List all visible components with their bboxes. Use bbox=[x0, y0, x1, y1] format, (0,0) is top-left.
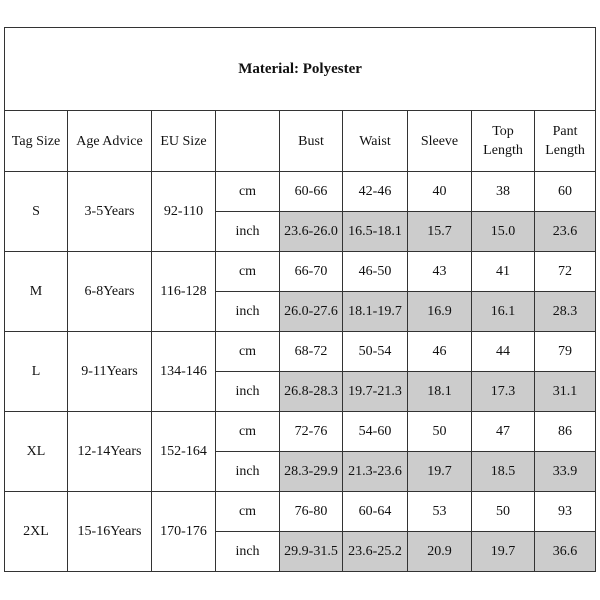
size-chart-table bbox=[4, 27, 596, 572]
waist-cm-cell: 42-46 bbox=[343, 172, 408, 212]
unit-cm-cell: cm bbox=[216, 332, 280, 372]
unit-inch-cell: inch bbox=[216, 532, 280, 572]
pant-inch-cell: 31.1 bbox=[535, 372, 596, 412]
sleeve-inch-cell: 18.1 bbox=[408, 372, 472, 412]
tag-size-cell: L bbox=[5, 332, 68, 412]
header-bust: Bust bbox=[280, 111, 343, 172]
sleeve-cm-cell: 43 bbox=[408, 252, 472, 292]
header-row bbox=[5, 111, 596, 172]
waist-cm-cell: 60-64 bbox=[343, 492, 408, 532]
sleeve-inch-cell: 20.9 bbox=[408, 532, 472, 572]
unit-cm-cell: cm bbox=[216, 412, 280, 452]
unit-inch-cell: inch bbox=[216, 212, 280, 252]
size-row-cm bbox=[5, 332, 596, 372]
pant-cm-cell: 79 bbox=[535, 332, 596, 372]
eu-size-cell: 152-164 bbox=[152, 412, 216, 492]
sleeve-cm-cell: 53 bbox=[408, 492, 472, 532]
header-pant-length bbox=[535, 111, 596, 172]
unit-cm-cell: cm bbox=[216, 252, 280, 292]
unit-cm-cell: cm bbox=[216, 492, 280, 532]
sleeve-cm-cell: 50 bbox=[408, 412, 472, 452]
size-row-cm bbox=[5, 172, 596, 212]
age-advice-cell: 12-14Years bbox=[68, 412, 152, 492]
sleeve-cm-cell: 40 bbox=[408, 172, 472, 212]
top-inch-cell: 16.1 bbox=[472, 292, 535, 332]
waist-inch-cell: 16.5-18.1 bbox=[343, 212, 408, 252]
header-age-advice: Age Advice bbox=[68, 111, 152, 172]
unit-inch-cell: inch bbox=[216, 292, 280, 332]
bust-inch-cell: 26.8-28.3 bbox=[280, 372, 343, 412]
title-row bbox=[5, 28, 596, 111]
pant-inch-cell: 23.6 bbox=[535, 212, 596, 252]
header-waist: Waist bbox=[343, 111, 408, 172]
pant-cm-cell: 93 bbox=[535, 492, 596, 532]
header-tag-size: Tag Size bbox=[5, 111, 68, 172]
sleeve-inch-cell: 16.9 bbox=[408, 292, 472, 332]
sleeve-cm-cell: 46 bbox=[408, 332, 472, 372]
header-pant-length-line2: Length bbox=[545, 143, 585, 158]
bust-inch-cell: 29.9-31.5 bbox=[280, 532, 343, 572]
waist-cm-cell: 54-60 bbox=[343, 412, 408, 452]
header-top-length-line2: Length bbox=[483, 143, 523, 158]
waist-cm-cell: 46-50 bbox=[343, 252, 408, 292]
unit-inch-cell: inch bbox=[216, 452, 280, 492]
top-inch-cell: 17.3 bbox=[472, 372, 535, 412]
bust-inch-cell: 26.0-27.6 bbox=[280, 292, 343, 332]
tag-size-cell: XL bbox=[5, 412, 68, 492]
size-row-cm bbox=[5, 252, 596, 292]
sleeve-inch-cell: 15.7 bbox=[408, 212, 472, 252]
bust-cm-cell: 76-80 bbox=[280, 492, 343, 532]
pant-cm-cell: 60 bbox=[535, 172, 596, 212]
waist-inch-cell: 18.1-19.7 bbox=[343, 292, 408, 332]
waist-inch-cell: 21.3-23.6 bbox=[343, 452, 408, 492]
unit-inch-cell: inch bbox=[216, 372, 280, 412]
pant-inch-cell: 33.9 bbox=[535, 452, 596, 492]
bust-cm-cell: 68-72 bbox=[280, 332, 343, 372]
age-advice-cell: 6-8Years bbox=[68, 252, 152, 332]
pant-cm-cell: 72 bbox=[535, 252, 596, 292]
waist-cm-cell: 50-54 bbox=[343, 332, 408, 372]
age-advice-cell: 9-11Years bbox=[68, 332, 152, 412]
header-pant-length-line1: Pant bbox=[552, 124, 578, 139]
size-row-cm bbox=[5, 492, 596, 532]
top-cm-cell: 50 bbox=[472, 492, 535, 532]
size-row-cm bbox=[5, 412, 596, 452]
age-advice-cell: 15-16Years bbox=[68, 492, 152, 572]
sleeve-inch-cell: 19.7 bbox=[408, 452, 472, 492]
top-cm-cell: 41 bbox=[472, 252, 535, 292]
bust-cm-cell: 66-70 bbox=[280, 252, 343, 292]
pant-inch-cell: 36.6 bbox=[535, 532, 596, 572]
tag-size-cell: S bbox=[5, 172, 68, 252]
header-eu-size: EU Size bbox=[152, 111, 216, 172]
top-inch-cell: 18.5 bbox=[472, 452, 535, 492]
waist-inch-cell: 23.6-25.2 bbox=[343, 532, 408, 572]
header-unit bbox=[216, 111, 280, 172]
top-cm-cell: 44 bbox=[472, 332, 535, 372]
unit-cm-cell: cm bbox=[216, 172, 280, 212]
top-cm-cell: 38 bbox=[472, 172, 535, 212]
tag-size-cell: M bbox=[5, 252, 68, 332]
tag-size-cell: 2XL bbox=[5, 492, 68, 572]
top-inch-cell: 19.7 bbox=[472, 532, 535, 572]
header-top-length bbox=[472, 111, 535, 172]
material-title: Material: Polyester bbox=[5, 28, 596, 111]
header-sleeve: Sleeve bbox=[408, 111, 472, 172]
bust-cm-cell: 72-76 bbox=[280, 412, 343, 452]
eu-size-cell: 116-128 bbox=[152, 252, 216, 332]
age-advice-cell: 3-5Years bbox=[68, 172, 152, 252]
header-top-length-line1: Top bbox=[492, 124, 514, 139]
bust-cm-cell: 60-66 bbox=[280, 172, 343, 212]
top-inch-cell: 15.0 bbox=[472, 212, 535, 252]
eu-size-cell: 92-110 bbox=[152, 172, 216, 252]
eu-size-cell: 134-146 bbox=[152, 332, 216, 412]
bust-inch-cell: 28.3-29.9 bbox=[280, 452, 343, 492]
waist-inch-cell: 19.7-21.3 bbox=[343, 372, 408, 412]
pant-inch-cell: 28.3 bbox=[535, 292, 596, 332]
top-cm-cell: 47 bbox=[472, 412, 535, 452]
bust-inch-cell: 23.6-26.0 bbox=[280, 212, 343, 252]
eu-size-cell: 170-176 bbox=[152, 492, 216, 572]
pant-cm-cell: 86 bbox=[535, 412, 596, 452]
